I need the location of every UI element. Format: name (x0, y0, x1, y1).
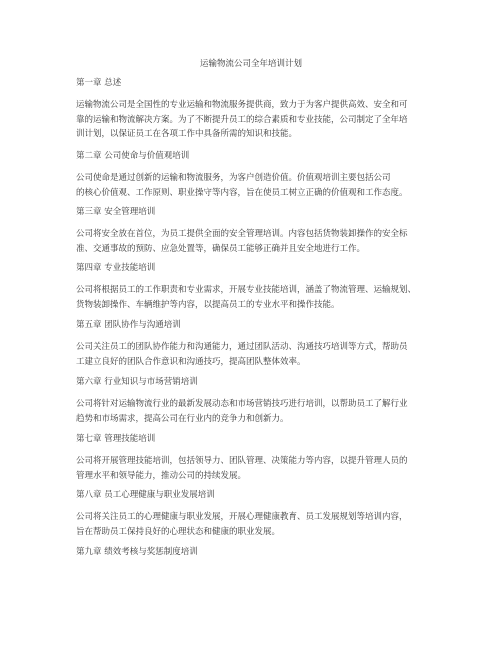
paragraph-line: 公司将根据员工的工作职责和专业需求，开展专业技能培训，涵盖了物流管理、运输规划、 (76, 285, 417, 295)
section-paragraph (76, 98, 436, 142)
section-chapter-9 (76, 546, 436, 558)
paragraph-line: 公司关注员工的团队协作能力和沟通能力，通过团队活动、沟通技巧培训等方式，帮助员 (76, 342, 408, 352)
section-chapter-6 (76, 376, 436, 426)
section-chapter-5 (76, 319, 436, 369)
section-heading: 第五章 团队协作与沟通培训 (76, 320, 181, 330)
paragraph-line: 公司将针对运输物流行业的最新发展动态和市场营销技巧进行培训，以帮助员工了解行业 (76, 399, 408, 409)
section-paragraph (76, 454, 436, 483)
section-heading: 第二章 公司使命与价值观培训 (76, 151, 190, 161)
section-paragraph (76, 171, 436, 200)
paragraph-line: 准、交通事故的预防、应急处置等，确保员工能够正确并且安全地进行工作。 (76, 243, 366, 254)
section-heading: 第一章 总述 (76, 78, 122, 88)
paragraph-line: 趋势和市场需求，提高公司在行业内的竞争力和创新力。 (76, 413, 289, 424)
section-heading: 第七章 管理技能培训 (76, 434, 156, 444)
paragraph-line: 公司将关注员工的心理健康与职业发展，开展心理健康教育、员工发展规划等培训内容， (76, 512, 408, 522)
paragraph-line: 货物装卸操作、车辆维护等内容，以提高员工的专业水平和操作技能。 (76, 299, 340, 310)
paragraph-line: 管理水平和领导能力，推动公司的持续发展。 (76, 470, 247, 481)
paragraph-line: 旨在帮助员工保持良好的心理状态和健康的职业发展。 (76, 526, 281, 537)
section-paragraph (76, 397, 436, 426)
section-chapter-8 (76, 489, 436, 539)
document-title: 运输物流公司全年培训计划 (199, 59, 302, 69)
section-paragraph (76, 227, 436, 256)
paragraph-line: 公司使命是通过创新的运输和物流服务，为客户创造价值。价值观培训主要包括公司 (76, 173, 391, 183)
section-heading: 第九章 绩效考核与奖惩制度培训 (76, 547, 198, 557)
section-heading: 第八章 员工心理健康与职业发展培训 (76, 490, 215, 500)
paragraph-line: 公司将安全放在首位，为员工提供全面的安全管理培训。内容包括货物装卸操作的安全标 (76, 229, 408, 239)
section-chapter-4 (76, 262, 436, 312)
section-heading: 第六章 行业知识与市场营销培训 (76, 377, 198, 387)
paragraph-line: 训计划，以保证员工在各项工作中具备所需的知识和技能。 (76, 129, 298, 139)
paragraph-line: 靠的运输和物流解决方案。为了不断提升员工的综合素质和专业技能，公司制定了全年培 (76, 114, 408, 125)
section-heading: 第三章 安全管理培训 (76, 207, 156, 217)
paragraph-line: 的核心价值观、工作原则、职业操守等内容，旨在使员工树立正确的价值观和工作态度。 (76, 187, 408, 198)
section-chapter-3 (76, 206, 436, 256)
section-heading: 第四章 专业技能培训 (76, 263, 156, 273)
section-chapter-1 (76, 77, 436, 142)
paragraph-line: 运输物流公司是全国性的专业运输和物流服务提供商，致力于为客户提供高效、安全和可 (76, 100, 408, 110)
section-chapter-7 (76, 433, 436, 483)
paragraph-line: 公司将开展管理技能培训，包括领导力、团队管理、决策能力等内容，以提升管理人员的 (76, 456, 408, 466)
section-paragraph (76, 510, 436, 539)
paragraph-line: 工建立良好的团队合作意识和沟通技巧，提高团队整体效率。 (76, 356, 306, 367)
section-chapter-2 (76, 150, 436, 200)
section-paragraph (76, 340, 436, 369)
section-paragraph (76, 283, 436, 312)
